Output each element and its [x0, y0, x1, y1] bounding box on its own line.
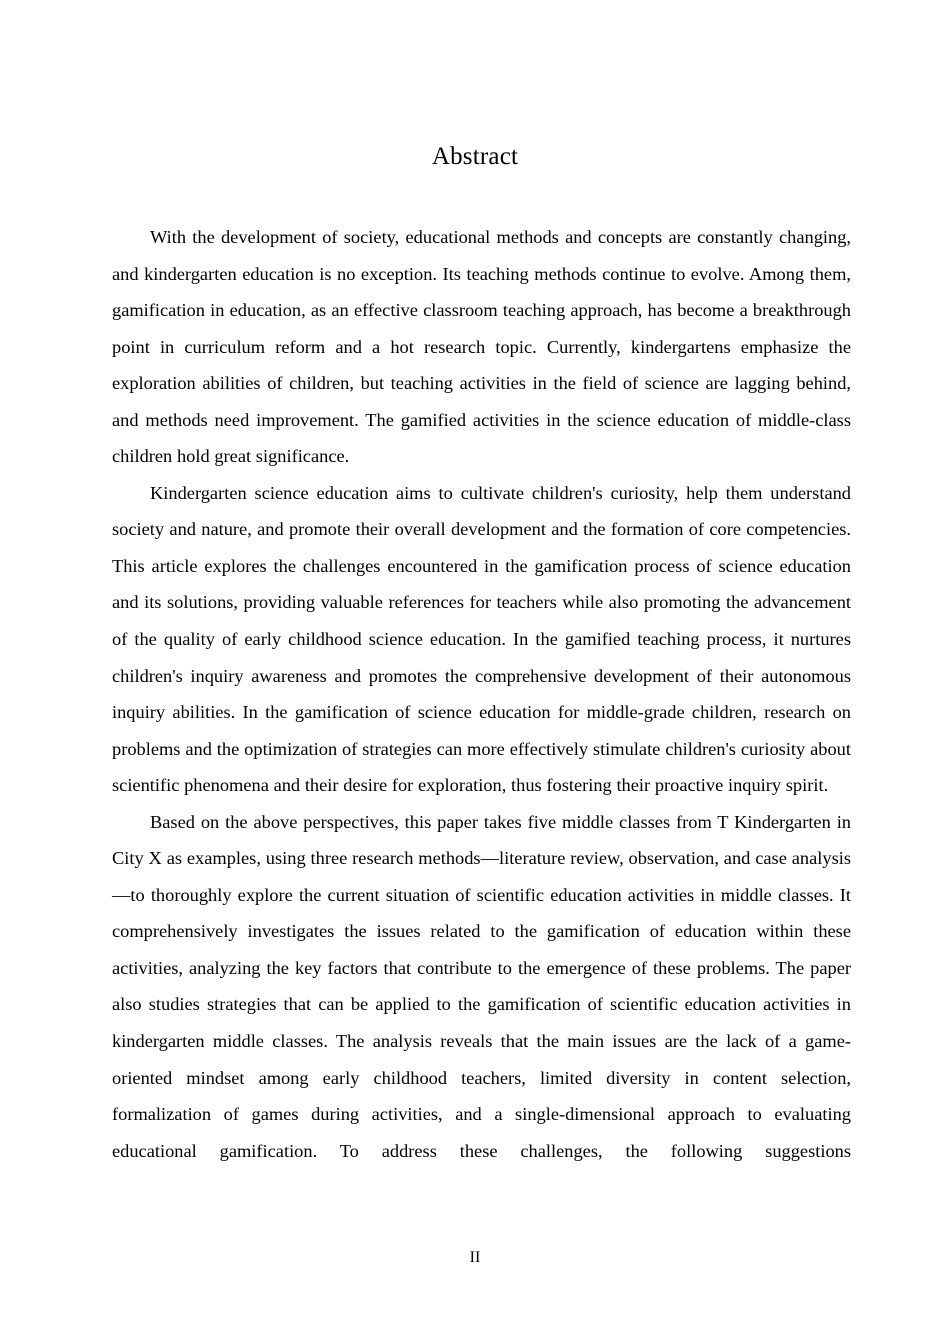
- abstract-paragraph-2: Kindergarten science education aims to cultivate children's curiosity, help them understand society and nature, and promote their overall development and the formation of core competencies. This article explores the challenges encountered in the gamification process of science education and its solutions, providing valuable references for teachers while also promoting the advancement of the quality of early childhood science education. In the gamified teaching process, it nurtures children's inquiry awareness and promotes the comprehensive development of their autonomous inquiry abilities. In the gamification of science education for middle-grade children, research on problems and the optimization of strategies can more effectively stimulate children's curiosity about scientific phenomena and their desire for exploration, thus fostering their proactive inquiry spirit.: [112, 482, 851, 796]
- page-number-footer: II: [469, 1249, 481, 1266]
- abstract-paragraph-3: Based on the above perspectives, this paper takes five middle classes from T Kindergarten in City X as examples, using three research methods—literature review, observation, and case analysis—to thoroughly explore the current situation of scientific education activities in middle classes. It comprehensively investigates the issues related to the gamification of education within these activities, analyzing the key factors that contribute to the emergence of these problems. The paper also studies strategies that can be applied to the gamification of scientific education activities in kindergarten middle classes. The analysis reveals that the main issues are the lack of a game-oriented mindset among early childhood teachers, limited diversity in content selection, formalization of games during activities, and a single-dimensional approach to evaluating educational gamification. To address these challenges, the following suggestions: [112, 811, 851, 1161]
- abstract-paragraph-1: With the development of society, educational methods and concepts are constantly changing, and kindergarten education is no exception. Its teaching methods continue to evolve. Among them, gamification in education, as an effective classroom teaching approach, has become a breakthrough point in curriculum reform and a hot research topic. Currently, kindergartens emphasize the exploration abilities of children, but teaching activities in the field of science are lagging behind, and methods need improvement. The gamified activities in the science education of middle-class children hold great significance.: [112, 227, 851, 467]
- abstract-body: [112, 219, 851, 1169]
- page-title: Abstract: [431, 142, 519, 170]
